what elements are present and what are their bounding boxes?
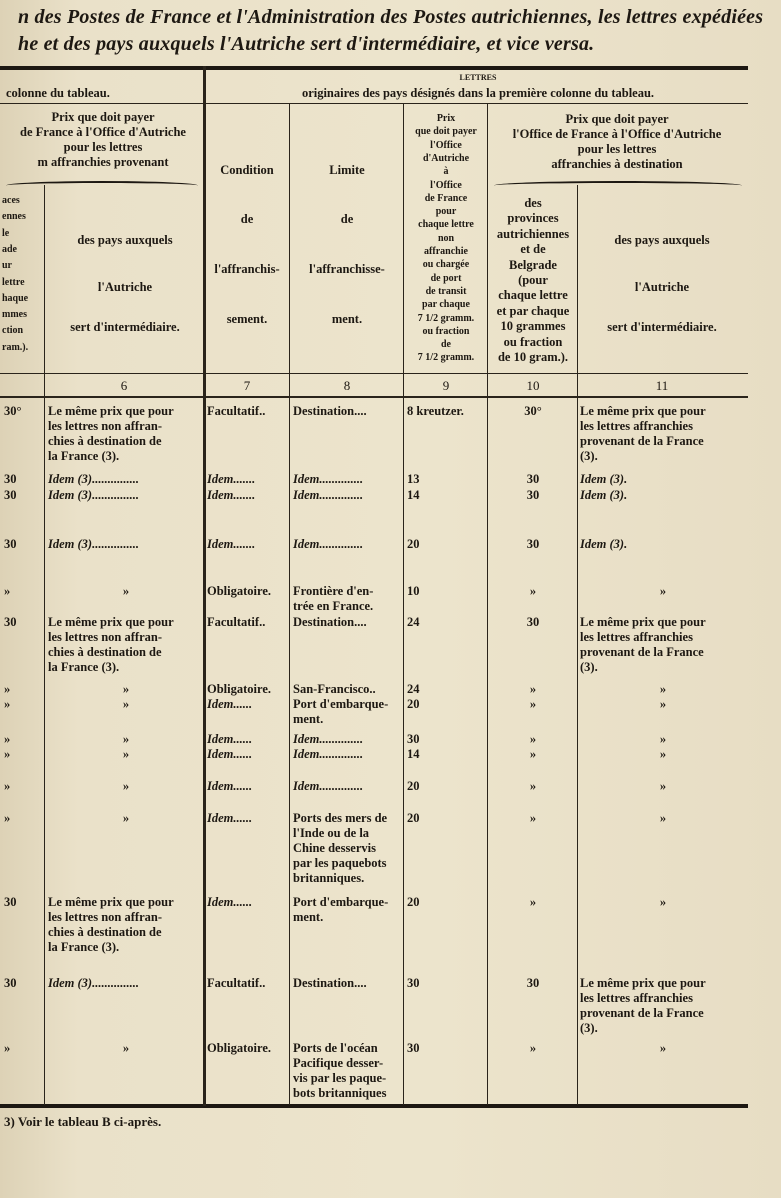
cell-col5: 30 xyxy=(4,615,17,629)
cell-col6-line: chies à destination de xyxy=(48,925,162,939)
right-group-header-line: Prix que doit payer xyxy=(565,112,669,126)
col10-header-line: de 10 gram.). xyxy=(497,350,569,364)
col6-header-line: l'Autriche xyxy=(97,280,153,294)
cell-col5: 30 xyxy=(4,976,17,990)
col9-header-line: par chaque xyxy=(422,299,470,311)
cell-col7: Idem....... xyxy=(207,488,256,502)
cell-col11-line: provenant de la France xyxy=(580,1006,704,1020)
cell-col6-line: chies à destination de xyxy=(48,434,162,448)
cell-col7: Idem...... xyxy=(207,697,253,711)
col9-header-line: de France xyxy=(424,192,468,204)
cell-col11-line: Idem (3). xyxy=(580,537,628,551)
column-number: 9 xyxy=(442,378,450,393)
col7-header-line: l'affranchis- xyxy=(214,262,280,276)
col9-header-line: de xyxy=(441,339,451,351)
cell-col10: 30 xyxy=(526,976,540,990)
col-number-rule xyxy=(0,396,748,398)
cell-col5: 30 xyxy=(4,537,17,551)
cell-col11-line: Idem (3). xyxy=(580,472,628,486)
cell-col7: Facultatif.. xyxy=(207,615,266,629)
cell-col5: 30° xyxy=(4,404,22,418)
cell-col8-line: Port d'embarque- xyxy=(293,895,389,909)
cell-col10: » xyxy=(529,697,537,711)
cell-col6-line: la France (3). xyxy=(48,660,120,674)
col9-header-line: d'Autriche xyxy=(422,152,470,164)
cell-col8-line: Pacifique desser- xyxy=(293,1056,384,1070)
col9-header-line: affranchie xyxy=(424,246,468,257)
cell-col6-line: » xyxy=(122,697,130,711)
cell-col11-line: les lettres affranchies xyxy=(580,630,693,644)
col10-header-line: et par chaque xyxy=(496,303,570,318)
cell-col8-line: par les paquebots xyxy=(293,856,387,870)
col5-header-line: le xyxy=(2,227,10,239)
col5-header-line: haque xyxy=(2,292,29,304)
col8-header-line: Limite xyxy=(329,163,365,177)
right-group-header-line: pour les lettres xyxy=(577,142,657,156)
col10-header-line: (pour xyxy=(518,273,548,287)
col7-header-line: sement. xyxy=(226,312,268,326)
cell-col10: » xyxy=(529,682,537,696)
cell-col7: Obligatoire. xyxy=(207,1041,272,1055)
cell-col7: Idem...... xyxy=(207,732,253,746)
left-group-brace xyxy=(6,181,198,190)
cell-col11-line: » xyxy=(659,1041,667,1055)
col6-header-line: sert d'intermédiaire. xyxy=(70,320,180,334)
col10-header-line: ou fraction xyxy=(503,334,563,349)
header-bottom-rule xyxy=(0,373,748,374)
cell-col8-line: britanniques. xyxy=(293,871,365,885)
cell-col10: 30 xyxy=(526,537,540,551)
cell-col10: » xyxy=(529,1041,537,1055)
cell-col10: 30 xyxy=(526,472,540,486)
col5-header-line: ennes xyxy=(2,211,26,223)
column-number: 6 xyxy=(120,378,128,393)
cell-col6-line: » xyxy=(122,811,130,825)
cell-col6-line: Le même prix que pour xyxy=(48,895,174,909)
cell-col9: 20 xyxy=(407,537,420,551)
left-table-title: colonne du tableau. xyxy=(6,86,110,100)
cell-col8-line: Frontière d'en- xyxy=(293,584,374,598)
col8-header-line: de xyxy=(340,212,354,226)
cell-col5: » xyxy=(4,811,11,825)
col10-header-line: autrichiennes xyxy=(496,226,570,241)
cell-col5: » xyxy=(4,682,11,696)
col11-header-line: sert d'intermédiaire. xyxy=(607,320,717,334)
col9-header-line: l'Office xyxy=(430,139,462,151)
cell-col11-line: provenant de la France xyxy=(580,434,704,448)
cell-col9: 24 xyxy=(407,615,420,629)
cell-col6-line: les lettres non affran- xyxy=(48,910,162,924)
col9-header-line: de transit xyxy=(425,285,467,297)
cell-col8-line: Ports de l'océan xyxy=(293,1041,378,1055)
cell-col7: Idem....... xyxy=(207,472,256,486)
cell-col6-line: Idem (3)............... xyxy=(48,537,139,551)
col8-header-line: l'affranchisse- xyxy=(309,262,385,276)
left-group-header-line: m affranchies provenant xyxy=(37,155,169,169)
cell-col9: 13 xyxy=(407,472,420,486)
cell-col6-line: » xyxy=(122,779,130,793)
cell-col5: » xyxy=(4,747,11,761)
cell-col6-line: Le même prix que pour xyxy=(48,404,174,418)
footnote: 3) Voir le tableau B ci-après. xyxy=(4,1114,162,1129)
col11-header-line: des pays auxquels xyxy=(614,233,710,247)
right-group-header-line: affranchies à destination xyxy=(551,157,683,171)
col10-header-line: et de xyxy=(520,242,546,257)
cell-col6-line: la France (3). xyxy=(48,449,120,463)
cell-col6-line: la France (3). xyxy=(48,940,120,954)
col9-header-line: de port xyxy=(430,272,462,284)
cell-col5: » xyxy=(4,779,11,793)
cell-col8-line: Idem.............. xyxy=(293,488,364,502)
cell-col11-line: provenant de la France xyxy=(580,645,704,659)
cell-col9: 10 xyxy=(407,584,420,598)
column-number: 8 xyxy=(343,378,351,393)
lettres-title: LETTRES xyxy=(459,73,497,82)
header-line-1: n des Postes de France et l'Administration des Postes autrichiennes, les lettres expédiées xyxy=(18,6,764,28)
cell-col8-line: Idem.............. xyxy=(293,732,364,746)
cell-col9: 20 xyxy=(407,697,420,711)
cell-col8-line: ment. xyxy=(293,910,324,924)
cell-col5: 30 xyxy=(4,488,17,502)
cell-col7: Facultatif.. xyxy=(207,404,266,418)
cell-col10: » xyxy=(529,584,537,598)
cell-col8-line: Idem.............. xyxy=(293,472,364,486)
right-group-brace xyxy=(494,181,742,190)
cell-col11-line: Le même prix que pour xyxy=(580,976,706,990)
cell-col11-line: » xyxy=(659,779,667,793)
cell-col5: » xyxy=(4,732,11,746)
col7-header-line: de xyxy=(240,212,254,226)
cell-col5: » xyxy=(4,697,11,711)
cell-col9: 14 xyxy=(407,747,420,761)
cell-col7: Idem...... xyxy=(207,811,253,825)
col9-header-line: à xyxy=(443,166,449,178)
cell-col6-line: les lettres non affran- xyxy=(48,630,162,644)
cell-col8-line: Destination.... xyxy=(293,615,367,629)
cell-col11-line: Le même prix que pour xyxy=(580,404,706,418)
column-number: 10 xyxy=(526,378,540,393)
cell-col10: 30 xyxy=(526,615,540,629)
cell-col10: » xyxy=(529,895,537,909)
col5-header-line: mmes xyxy=(2,309,27,321)
cell-col8-line: Destination.... xyxy=(293,976,367,990)
right-group-header-line: l'Office de France à l'Office d'Autriche xyxy=(512,127,722,141)
col10-header-line: chaque lettre xyxy=(498,288,568,303)
cell-col9: 20 xyxy=(407,779,420,793)
col5-header-line: lettre xyxy=(2,276,25,288)
col5-header-line: ur xyxy=(2,260,12,272)
cell-col11-line: » xyxy=(659,584,667,598)
col9-header-line: pour xyxy=(435,206,457,218)
col9-header-line: 7 1/2 gramm. xyxy=(417,312,475,324)
cell-col8-line: bots britanniques xyxy=(293,1086,387,1100)
left-group-header-line: Prix que doit payer xyxy=(51,110,155,124)
cell-col6-line: » xyxy=(122,1041,130,1055)
col5-header-line: aces xyxy=(2,195,20,206)
col5-header-line: ram.). xyxy=(2,341,29,353)
cell-col8-line: Idem.............. xyxy=(293,747,364,761)
cell-col5: » xyxy=(4,584,11,598)
cell-col11-line: » xyxy=(659,697,667,711)
col6-header-line: des pays auxquels xyxy=(77,233,173,247)
cell-col5: 30 xyxy=(4,895,17,909)
cell-col11-line: » xyxy=(659,732,667,746)
col10-header-line: provinces xyxy=(507,211,559,226)
cell-col8-line: ment. xyxy=(293,712,324,726)
col8-header-line: ment. xyxy=(331,312,363,326)
col10-header-line: 10 grammes xyxy=(500,319,566,334)
column-number: 7 xyxy=(243,378,251,393)
cell-col7: Idem...... xyxy=(207,895,253,909)
cell-col8-line: Ports des mers de xyxy=(293,811,388,825)
cell-col6-line: Idem (3)............... xyxy=(48,976,139,990)
cell-col8-line: Idem.............. xyxy=(293,779,364,793)
cell-col7: Idem...... xyxy=(207,779,253,793)
col9-header-line: ou chargée xyxy=(422,259,470,271)
right-table-title: originaires des pays désignés dans la première colonne du tableau. xyxy=(301,86,655,100)
cell-col7: Obligatoire. xyxy=(207,584,272,598)
cell-col6-line: Idem (3)............... xyxy=(48,488,139,502)
col9-header-line: non xyxy=(437,232,455,244)
cell-col9: 20 xyxy=(407,895,420,909)
cell-col6-line: » xyxy=(122,732,130,746)
title-rule xyxy=(0,103,748,104)
cell-col6-line: » xyxy=(122,584,130,598)
col-rule-7-8 xyxy=(289,103,290,1105)
cell-col11-line: » xyxy=(659,747,667,761)
cell-col9: 24 xyxy=(407,682,420,696)
cell-col10: 30 xyxy=(526,488,540,502)
cell-col11-line: les lettres affranchies xyxy=(580,991,693,1005)
col9-header-line: Prix xyxy=(436,113,456,124)
col9-header-line: 7 1/2 gramm. xyxy=(417,352,475,364)
col11-header-line: l'Autriche xyxy=(634,280,690,294)
cell-col8-line: Idem.............. xyxy=(293,537,364,551)
col9-header-line: que doit payer xyxy=(415,126,477,138)
cell-col7: Idem...... xyxy=(207,747,253,761)
col10-header-line: Belgrade xyxy=(509,257,557,272)
cell-col5: 30 xyxy=(4,472,17,486)
col5-header-line: ade xyxy=(2,243,17,255)
cell-col7: Obligatoire. xyxy=(207,682,272,696)
cell-col8-line: San-Francisco.. xyxy=(293,682,376,696)
cell-col11-line: les lettres affranchies xyxy=(580,419,693,433)
cell-col7: Facultatif.. xyxy=(207,976,266,990)
cell-col9: 20 xyxy=(407,811,420,825)
cell-col7: Idem....... xyxy=(207,537,256,551)
col9-header-line: chaque lettre xyxy=(418,219,474,231)
cell-col8-line: l'Inde ou de la xyxy=(293,826,370,840)
col5-header-line: ction xyxy=(2,325,24,337)
header-line-2: he et des pays auxquels l'Autriche sert d'intermédiaire, et vice versa. xyxy=(18,33,595,55)
cell-col11-line: Idem (3). xyxy=(580,488,628,502)
cell-col6-line: les lettres non affran- xyxy=(48,419,162,433)
cell-col11-line: » xyxy=(659,682,667,696)
cell-col8-line: trée en France. xyxy=(293,599,374,613)
cell-col10: » xyxy=(529,747,537,761)
cell-col11-line: (3). xyxy=(580,660,598,674)
left-group-header-line: pour les lettres xyxy=(63,140,143,154)
cell-col9: 14 xyxy=(407,488,420,502)
cell-col6-line: chies à destination de xyxy=(48,645,162,659)
cell-col11-line: » xyxy=(659,811,667,825)
col-rule-5-6 xyxy=(44,185,45,1105)
cell-col8-line: Port d'embarque- xyxy=(293,697,389,711)
cell-col9: 30 xyxy=(407,1041,420,1055)
cell-col8-line: vis par les paque- xyxy=(293,1071,387,1085)
col9-header-line: l'Office xyxy=(430,179,462,191)
cell-col9: 30 xyxy=(407,976,420,990)
column-number: 11 xyxy=(655,378,669,393)
col10-header-line: des xyxy=(524,196,542,210)
left-group-header-line: de France à l'Office d'Autriche xyxy=(20,125,186,139)
cell-col6-line: Le même prix que pour xyxy=(48,615,174,629)
cell-col6-line: » xyxy=(122,682,130,696)
col7-header-line: Condition xyxy=(220,163,274,177)
cell-col10: » xyxy=(529,779,537,793)
col9-header-line: ou fraction xyxy=(422,325,470,337)
cell-col9: 30 xyxy=(407,732,420,746)
cell-col10: 30° xyxy=(524,404,542,418)
cell-col6-line: Idem (3)............... xyxy=(48,472,139,486)
cell-col10: » xyxy=(529,732,537,746)
cell-col8-line: Chine desservis xyxy=(293,841,376,855)
cell-col6-line: » xyxy=(122,747,130,761)
cell-col5: » xyxy=(4,1041,11,1055)
cell-col10: » xyxy=(529,811,537,825)
cell-col9: 8 kreutzer. xyxy=(407,404,464,418)
cell-col11-line: Le même prix que pour xyxy=(580,615,706,629)
cell-col11-line: (3). xyxy=(580,449,598,463)
cell-col8-line: Destination.... xyxy=(293,404,367,418)
cell-col11-line: » xyxy=(659,895,667,909)
cell-col11-line: (3). xyxy=(580,1021,598,1035)
